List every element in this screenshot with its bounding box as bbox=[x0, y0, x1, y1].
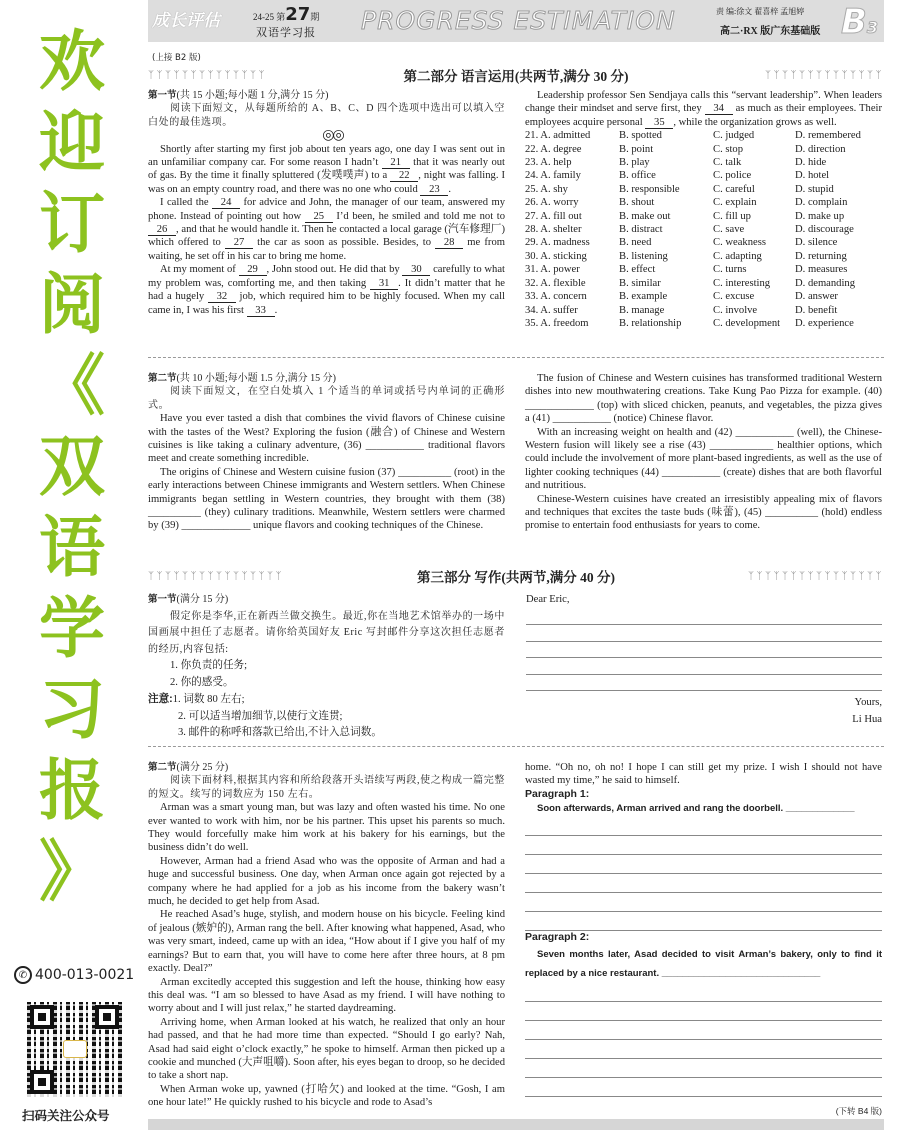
option[interactable]: D. silence bbox=[795, 237, 838, 249]
letter-answer-area[interactable] bbox=[526, 592, 882, 728]
passage-paragraph: He reached Asad’s huge, stylish, and modern house on his bicycle. Feeling kind of jealous (嫉妒的), Arman rang the bell. After knowing what happened, Asad, who was very smart, indeed, came up with an idea, “How about if I give you half of my earnings? But to earn that, you will have to come here after three hours, at 8 pm exactly. Deal?” bbox=[148, 909, 505, 975]
option[interactable]: C. turns bbox=[713, 264, 747, 276]
option[interactable]: C. judged bbox=[713, 130, 755, 142]
phone-icon: ✆ bbox=[14, 966, 32, 984]
passage-paragraph: At my moment of 29 , John stood out. He did that by 30 carefully to what my problem was, comforting me, and then taking 31 . It didn’t matter that he had a hugely 32 job, which required him to be highly focused. When my call came in, I was his first 33 . bbox=[148, 264, 506, 316]
option[interactable]: C. stop bbox=[713, 143, 744, 155]
slogan-char: 报 bbox=[39, 752, 105, 829]
passage-paragraph: Chinese-Western cuisines have created an irresistibly appealing mix of flavors and techniques that excites the taste buds (味蕾), (45) __________ (hold) endless promise to entertain food enthusiasts for years to come. bbox=[525, 493, 882, 532]
letter-closing: Yours, bbox=[854, 697, 882, 708]
instructions: 假定你是李华,正在新西兰做交换生。最近,你在当地艺术馆举办的一场中国画展中担任了志愿者。请你给英国好友 Eric 写封邮件分享这次担任志愿者的经历,内容包括: bbox=[148, 610, 505, 655]
option[interactable]: D. discourage bbox=[795, 224, 854, 236]
option[interactable]: C. development bbox=[713, 317, 781, 329]
option[interactable]: 25. A. shy bbox=[525, 183, 568, 195]
paragraph1-label: Paragraph 1: bbox=[525, 787, 590, 800]
blank-31[interactable]: 31 bbox=[370, 278, 398, 290]
option[interactable]: C. excuse bbox=[713, 291, 755, 303]
section-heading: 第二节(共 10 小题;每小题 1.5 分,满分 15 分) bbox=[148, 373, 336, 384]
passage-paragraph: When Arman woke up, yawned (打哈欠) and looked at the time. “Gosh, I am one hour late!” He quickly rushed to his bicycle and rode to Asad’s bbox=[148, 1083, 505, 1109]
option[interactable]: B. shout bbox=[619, 197, 655, 209]
option[interactable]: D. measures bbox=[795, 264, 848, 276]
paper-name: 双语学习报 bbox=[256, 27, 316, 39]
part3-sec1-left: 第一节(满分 15 分) 假定你是李华,正在新西兰做交换生。最近,你在当地艺术馆举办的一场中国画展中担任了志愿者。请你给英国好友 Eric 写封邮件分享这次担任志愿者的经历,内容包括: 1. 你负责的任务; 2. 你的感受。 注意:1. 词数 80 左右; 2. 可以适当增加细节,以使行文连贯; 3. 邮件的称呼和落款已给出,不计入总词数。 bbox=[148, 594, 505, 738]
passage-paragraph: Have you ever tasted a dish that combines the vivid flavors of Chinese cuisine with the tastes of the West? Exploring the fusion (融合) of Chinese and Western cuisines is like taking a culinary adventure, (36) ___________ traditional flavors meet and create something incredible. bbox=[148, 413, 505, 465]
passage-paragraph: With an increasing weight on health and (42) ___________ (well), the Chinese-Western fusion will likely see a rise (43) ____________ healthier options, which could include the involvement of more plant-based ingredients, as well as the use of lighter cooking techniques (44) ___________ (create) dishes that are both flavorful and nutritious. bbox=[525, 426, 882, 492]
passage-paragraph: I called the 24 for advice and John, the manager of our team, answered my phone. Instead of pointing out how 25 I’d been, he smiled and told me not to 26 , and that he would handle it. Then he contacted a local garage (汽车修理厂) which offered to 27 the car as soon as possible. Besides, to 28 me from waiting, he set off in his car to bring me home. bbox=[148, 197, 506, 262]
column-logo: 成长评估 bbox=[152, 11, 220, 31]
option[interactable]: 31. A. power bbox=[525, 264, 580, 276]
subscription-sidebar bbox=[0, 0, 145, 1130]
option[interactable]: B. similar bbox=[619, 277, 661, 289]
paragraph2-label: Paragraph 2: bbox=[525, 931, 590, 944]
option[interactable]: C. talk bbox=[713, 157, 742, 169]
phone-number: 400-013-0021 bbox=[35, 967, 135, 983]
part3-title-bar bbox=[148, 566, 884, 586]
option[interactable]: 33. A. concern bbox=[525, 291, 587, 303]
passage-paragraph: However, Arman had a friend Asad who was the opposite of Arman and had a huge and successful business. One day, when Arman once again got rejected by a company where he had applied for a job as his income from the bakery wasn’t much, he decided to get help from Asad. bbox=[148, 855, 505, 908]
option[interactable]: D. make up bbox=[795, 210, 845, 222]
slogan-char: 语 bbox=[39, 509, 105, 586]
slogan-char: 订 bbox=[39, 185, 105, 262]
blank-21[interactable]: 21 bbox=[382, 157, 410, 169]
banner-title: PROGRESS ESTIMATION bbox=[361, 6, 676, 35]
section-heading: 第二节(满分 25 分) bbox=[148, 762, 229, 773]
option[interactable]: C. police bbox=[713, 170, 752, 182]
option[interactable]: D. benefit bbox=[795, 304, 838, 316]
option[interactable]: 34. A. suffer bbox=[525, 304, 578, 316]
part2-title-bar bbox=[148, 65, 884, 85]
slogan-char: 迎 bbox=[39, 104, 105, 181]
part3-sec2-left bbox=[148, 761, 505, 1110]
passage-paragraph: Shortly after starting my first job about ten years ago, one day I was sent out in an unfamiliar company car. For some reason I hadn’t 21 that it was nearly out of gas. By the time it finally spluttered (发噗噗声) to a 22 , night was falling. I was on an empty country road, and there was no one who could 23 . bbox=[148, 143, 505, 195]
option[interactable]: D. complain bbox=[795, 197, 848, 209]
passage-paragraph: Arman excitedly accepted this suggestion and left the house, thinking how easy this deal was. “I am so blessed to have Asad as my friend. I will have nothing to worry about and I will just relax,” he started daydreaming. bbox=[148, 976, 505, 1015]
option[interactable]: D. hide bbox=[795, 157, 827, 169]
blank-25[interactable]: 25 bbox=[305, 211, 333, 223]
option[interactable]: B. office bbox=[619, 170, 656, 182]
ornament: ᛉᛉᛉᛉᛉᛉᛉᛉᛉᛉᛉᛉᛉᛉ bbox=[765, 69, 884, 81]
option[interactable]: 32. A. flexible bbox=[525, 277, 586, 289]
option[interactable]: B. effect bbox=[619, 264, 656, 276]
ornament: ᛉᛉᛉᛉᛉᛉᛉᛉᛉᛉᛉᛉᛉᛉᛉᛉ bbox=[148, 570, 284, 582]
footer-bar bbox=[148, 1119, 884, 1130]
blank-24[interactable]: 24 bbox=[212, 197, 240, 209]
option[interactable]: B. example bbox=[619, 291, 668, 303]
option[interactable]: 26. A. worry bbox=[525, 197, 579, 209]
option[interactable]: C. fill up bbox=[713, 210, 751, 222]
option[interactable]: D. experience bbox=[795, 317, 854, 329]
option[interactable]: 22. A. degree bbox=[525, 143, 582, 155]
options-table bbox=[525, 129, 882, 330]
option[interactable]: 23. A. help bbox=[525, 157, 572, 169]
option[interactable]: D. direction bbox=[795, 143, 846, 155]
edition: 高二·RX 版广东基础版 bbox=[720, 26, 821, 37]
option[interactable]: 27. A. fill out bbox=[525, 210, 582, 222]
option[interactable]: D. demanding bbox=[795, 277, 856, 289]
option[interactable]: 30. A. sticking bbox=[525, 250, 587, 262]
option[interactable]: C. careful bbox=[713, 183, 755, 195]
divider bbox=[148, 357, 884, 358]
part2-sec1-left bbox=[148, 89, 505, 317]
blank-28[interactable]: 28 bbox=[435, 237, 463, 249]
option[interactable]: D. answer bbox=[795, 291, 838, 303]
option[interactable]: C. explain bbox=[713, 197, 757, 209]
option[interactable]: 35. A. freedom bbox=[525, 317, 589, 329]
letter-signature: Li Hua bbox=[852, 713, 882, 725]
qr-caption: 扫码关注公众号 bbox=[22, 1108, 110, 1123]
page-header bbox=[148, 0, 884, 42]
blank-27[interactable]: 27 bbox=[225, 237, 253, 249]
option[interactable]: B. listening bbox=[619, 250, 668, 262]
continued-to: (下转 B4 版) bbox=[835, 1105, 882, 1116]
blank-26[interactable]: 26 bbox=[148, 224, 176, 236]
cartoon-faces-icon: ◎◎ bbox=[322, 128, 343, 144]
option[interactable]: D. remembered bbox=[795, 130, 861, 142]
option[interactable]: 21. A. admitted bbox=[525, 130, 591, 142]
continuation-writing-area[interactable]: home. “Oh no, oh no! I hope I can still get my prize. I wish I should not have wasted my time,” he said to himself. Paragraph 1: Soon afterwards, Arman arrived and rang the doorbell. _____________ Paragraph 2: Seven months later, Asad decided to visit Arman’s bakery, only to find it replaced by a nice restaurant. ______________________________ (下转 B4 版) bbox=[525, 761, 882, 1118]
section-heading: 第一节(共 15 小题;每小题 1 分,满分 15 分) bbox=[148, 90, 329, 101]
part2-sec2-left bbox=[148, 372, 505, 533]
paragraph2-start: Seven months later, Asad decided to visit Arman’s bakery, only to find it replaced by a nice restaurant. ______________________________ bbox=[525, 948, 882, 979]
blank-23[interactable]: 23 bbox=[420, 184, 448, 196]
passage-paragraph: Leadership professor Sen Sendjaya calls this “servant leadership”. When leaders change their mindset and serve first, they 34 as much as their employees. Their employees acquire personal 35 , while the organization grows as well. bbox=[525, 90, 883, 128]
letter-greeting: Dear Eric, bbox=[526, 594, 570, 605]
divider bbox=[148, 746, 884, 747]
option[interactable]: C. interesting bbox=[713, 277, 771, 289]
editors: 责 编:徐文 翟喜梓 孟旭婷 bbox=[716, 7, 805, 16]
slogan-char: 双 bbox=[39, 428, 105, 505]
option[interactable]: B. need bbox=[619, 237, 652, 249]
passage-paragraph: The origins of Chinese and Western cuisine fusion (37) __________ (root) in the early interactions between Chinese immigrants and Western settlers. When Chinese immigrants began settling in Western countries, they brought with them (38) __________ (they) culinary traditions. Meanwhile, Western settlers were charmed by (39) _____________ unique flavors and cooking techniques of the Chinese. bbox=[148, 466, 505, 532]
blank-34[interactable]: 34 bbox=[705, 103, 733, 115]
ornament: ᛉᛉᛉᛉᛉᛉᛉᛉᛉᛉᛉᛉᛉᛉ bbox=[148, 69, 267, 81]
slogan-char: 》 bbox=[39, 833, 105, 910]
option[interactable]: B. relationship bbox=[619, 317, 682, 329]
continued-from: (上接 B2 版) bbox=[152, 53, 201, 63]
part3-title: 第三部分 写作(共两节,满分 40 分) bbox=[417, 570, 615, 585]
hotline bbox=[14, 966, 134, 984]
blank-29[interactable]: 29 bbox=[239, 264, 267, 276]
part2-title: 第二部分 语言运用(共两节,满分 30 分) bbox=[403, 69, 629, 84]
instructions: 阅读下面材料,根据其内容和所给段落开头语续写两段,使之构成一篇完整的短文。续写的词数应为 150 左右。 bbox=[148, 775, 505, 800]
part2-sec2-right bbox=[525, 372, 882, 533]
instructions: 阅读下面短文，在空白处填入 1 个适当的单词或括号内单词的正确形式。 bbox=[148, 386, 505, 411]
option[interactable]: B. manage bbox=[619, 304, 665, 316]
page-number: B3 bbox=[841, 2, 879, 42]
slogan-char: 习 bbox=[39, 671, 105, 748]
option[interactable]: B. make out bbox=[619, 210, 671, 222]
blank-35[interactable]: 35 bbox=[645, 117, 673, 129]
option[interactable]: D. stupid bbox=[795, 183, 834, 195]
slogan-char: 欢 bbox=[39, 23, 105, 100]
blank-33[interactable]: 33 bbox=[247, 305, 275, 317]
issue-number: 24-25 第27期 bbox=[253, 4, 320, 25]
part2-sec1-right bbox=[525, 89, 882, 330]
option[interactable]: B. responsible bbox=[619, 183, 680, 195]
option[interactable]: D. hotel bbox=[795, 170, 830, 182]
option[interactable]: B. point bbox=[619, 143, 654, 155]
blank-22[interactable]: 22 bbox=[390, 170, 418, 182]
option[interactable]: D. returning bbox=[795, 250, 847, 262]
blank-32[interactable]: 32 bbox=[208, 291, 236, 303]
option[interactable]: 24. A. family bbox=[525, 170, 581, 182]
slogan-char: 学 bbox=[39, 590, 105, 667]
paragraph1-start: Soon afterwards, Arman arrived and rang the doorbell. _____________ bbox=[537, 803, 855, 815]
option[interactable]: C. adapting bbox=[713, 250, 762, 262]
option[interactable]: B. spotted bbox=[619, 130, 662, 142]
option[interactable]: 29. A. madness bbox=[525, 237, 590, 249]
option[interactable]: C. weakness bbox=[713, 237, 766, 249]
passage-paragraph: Arman was a smart young man, but was lazy and often wasted his time. No one ever wanted to work with him, nor be his partner. This upset his parents so much. They would forcefully make him work at his bakery for his earnings, but the business didn’t do well. bbox=[148, 802, 505, 854]
blank-30[interactable]: 30 bbox=[402, 264, 430, 276]
slogan-char: 阅 bbox=[39, 266, 105, 343]
slogan-char: 《 bbox=[39, 347, 105, 424]
passage-paragraph: Arriving home, when Arman looked at his watch, he realized that only an hour had passed, and that he had more time than expected. “Should I go early? Nah, Asad had said eight o’clock exactly,” he spoke to himself. Arman then picked up a cookie and munched (大声咀嚼). Soon after, his eyes began to droop, so he decided to take a short nap. bbox=[148, 1016, 505, 1082]
instructions: 阅读下面短文，从每题所给的 A、B、C、D 四个选项中选出可以填入空白处的最佳选项。 bbox=[148, 103, 505, 128]
section-heading: 第一节(满分 15 分) bbox=[148, 594, 229, 605]
option[interactable]: C. save bbox=[713, 224, 745, 236]
qr-code[interactable] bbox=[27, 1002, 122, 1097]
ornament: ᛉᛉᛉᛉᛉᛉᛉᛉᛉᛉᛉᛉᛉᛉᛉᛉ bbox=[748, 570, 884, 582]
option[interactable]: 28. A. shelter bbox=[525, 224, 582, 236]
passage-paragraph: The fusion of Chinese and Western cuisines has transformed traditional Western dishes into new mouthwatering creations. Take Kung Pao Pizza for example. (40) _____________ (top) with sliced chicken, peanuts, and vegetables, the pizza gives a (41) ___________ (notice) Chinese flavor. bbox=[525, 373, 882, 425]
option[interactable]: C. involve bbox=[713, 304, 758, 316]
option[interactable]: B. play bbox=[619, 157, 650, 169]
option[interactable]: B. distract bbox=[619, 224, 663, 236]
